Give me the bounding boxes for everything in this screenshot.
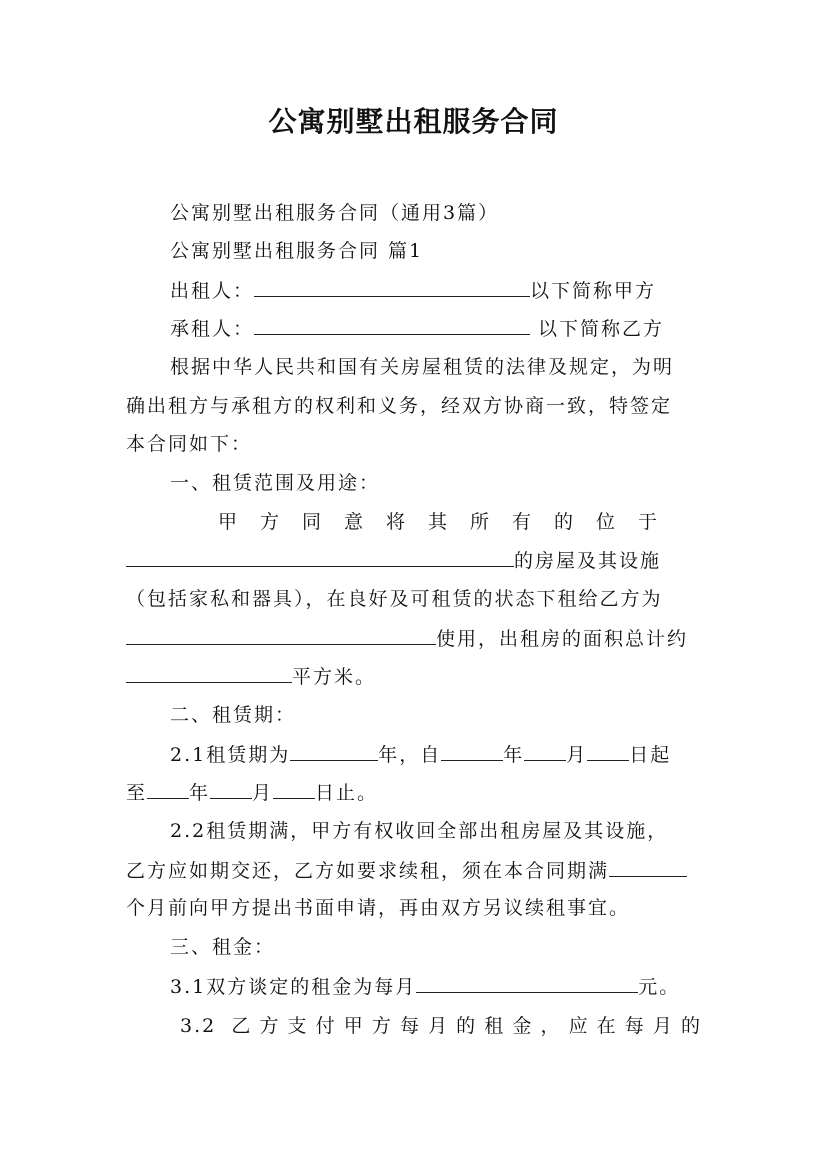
paragraph-line: [180, 1014, 702, 1038]
lessee-blank[interactable]: [254, 316, 530, 335]
clause-heading: [170, 935, 702, 959]
paragraph-text: 根据中华人民共和国有关房屋租赁的法律及规定，为明: [170, 356, 675, 378]
lessee-line: [170, 316, 702, 341]
clause-heading-text: 一、租赁范围及用途：: [170, 472, 381, 494]
subtitle-text: 公寓别墅出租服务合同（通用3篇）: [170, 202, 500, 224]
start-day-blank[interactable]: [587, 742, 629, 761]
paragraph-text: 本合同如下：: [126, 433, 253, 455]
clause-heading-text: 二、租赁期：: [170, 704, 297, 726]
rent-line: [170, 974, 702, 999]
lessor-line: [170, 278, 702, 303]
end-month-blank[interactable]: [210, 780, 252, 799]
section-heading: [170, 239, 702, 263]
paragraph-text: 年: [189, 782, 211, 804]
lessee-suffix: 以下简称乙方: [530, 318, 665, 340]
paragraph-text: 月: [566, 744, 588, 766]
lessor-blank[interactable]: [254, 278, 530, 297]
paragraph-text: （包括家私和器具），在良好及可租赁的状态下租给乙方为: [126, 588, 663, 610]
paragraph-line: [126, 858, 702, 883]
location-blank[interactable]: [126, 548, 514, 567]
paragraph-text: 确出租方与承租方的权利和义务，经双方协商一致，特签定: [126, 395, 673, 417]
document-title: 公寓别墅出租服务合同: [268, 105, 559, 138]
paragraph-line: [170, 819, 702, 843]
paragraph-text: 个月前向甲方提出书面申请，再由双方另议续租事宜。: [126, 897, 631, 919]
lessor-label: 出租人：: [170, 280, 255, 302]
paragraph-text: 年，自: [378, 744, 442, 766]
paragraph-line: [126, 587, 702, 611]
paragraph-text: 的房屋及其设施: [514, 550, 662, 572]
term-years-blank[interactable]: [290, 742, 378, 761]
start-year-blank[interactable]: [441, 742, 503, 761]
end-year-blank[interactable]: [147, 780, 189, 799]
paragraph-line: [126, 896, 702, 920]
clause-heading-text: 三、租金：: [170, 936, 276, 958]
area-blank[interactable]: [126, 664, 292, 683]
term-line: [170, 742, 702, 767]
paragraph-line: [126, 394, 702, 418]
paragraph-line: [126, 548, 702, 573]
paragraph-line: [126, 664, 702, 689]
paragraph-text: 日起: [629, 744, 672, 766]
end-day-blank[interactable]: [273, 780, 315, 799]
paragraph-text: 乙方应如期交还，乙方如要求续租，须在本合同期满: [126, 860, 610, 882]
usage-blank[interactable]: [126, 626, 436, 645]
lessor-suffix: 以下简称甲方: [530, 280, 657, 302]
paragraph-text: 日止。: [315, 782, 379, 804]
paragraph-text: 平方米。: [292, 666, 377, 688]
paragraph-text: 3.2 乙方支付甲方每月的租金，应在每月的: [180, 1015, 702, 1037]
rent-amount-blank[interactable]: [416, 974, 638, 993]
paragraph-text: 甲 方 同 意 将 其 所 有 的 位 于: [218, 511, 660, 533]
paragraph-text: 2.2租赁期满，甲方有权收回全部出租房屋及其设施，: [170, 820, 669, 842]
term-end-line: [126, 780, 702, 805]
renewal-months-blank[interactable]: [609, 858, 687, 877]
section-heading-text: 公寓别墅出租服务合同 篇1: [170, 240, 424, 262]
clause-heading: [170, 471, 702, 495]
paragraph-line: [126, 626, 702, 651]
paragraph-text: 使用，出租房的面积总计约: [436, 628, 689, 650]
paragraph-text: 元。: [638, 976, 681, 998]
paragraph-text: 月: [252, 782, 274, 804]
paragraph-text: 2.1租赁期为: [170, 744, 291, 766]
paragraph-line: [218, 510, 702, 534]
paragraph-line: [126, 432, 702, 456]
clause-heading: [170, 703, 702, 727]
paragraph-text: 至: [126, 782, 148, 804]
paragraph-text: 年: [503, 744, 525, 766]
subtitle-line: [170, 201, 702, 225]
start-month-blank[interactable]: [524, 742, 566, 761]
lessee-label: 承租人：: [170, 318, 255, 340]
paragraph-text: 3.1双方谈定的租金为每月: [170, 976, 417, 998]
paragraph-line: [170, 355, 702, 379]
